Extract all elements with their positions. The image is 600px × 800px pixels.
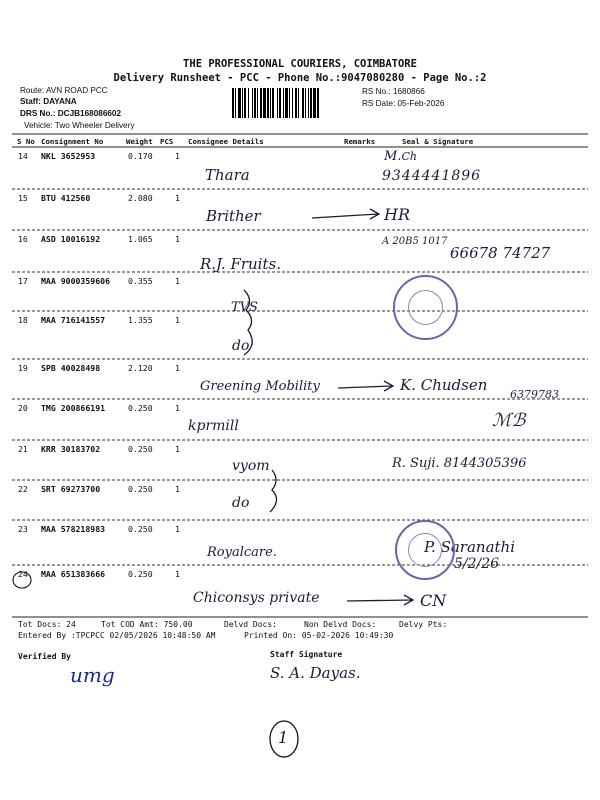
row-weight: 0.250	[128, 524, 153, 534]
row-weight: 2.120	[128, 363, 153, 373]
row-sno: 24	[18, 569, 28, 579]
company-stamp-2-inner	[408, 533, 442, 567]
row-sno: 19	[18, 363, 28, 373]
row-weight: 0.250	[128, 444, 153, 454]
row-weight: 0.355	[128, 276, 153, 286]
row-sno: 14	[18, 151, 28, 161]
row-consignment-no: MAA 9000359606	[41, 276, 111, 286]
row-sno: 18	[18, 315, 28, 325]
verified-signature: umg	[70, 663, 115, 687]
handwriting-row20-consignee: kprmill	[188, 418, 239, 434]
handwriting-row17-consignee: TVS	[231, 300, 258, 315]
drs-value: DCJB168086602	[57, 109, 122, 118]
col-sno: S No	[17, 137, 35, 146]
non-delivered-docs: Non Delvd Docs:	[304, 620, 377, 629]
row-consignment-no: NKL 3652953	[41, 151, 96, 161]
handwriting-row24-seal: CN	[420, 591, 447, 610]
signature-row14-initials: M.Ch	[384, 149, 417, 164]
row-consignment-no: SRT 69273700	[41, 484, 101, 494]
row-sno: 22	[18, 484, 28, 494]
handwriting-row22-consignee: do	[232, 495, 250, 511]
handwriting-row16-consignee: R.J. Fruits.	[200, 255, 281, 273]
row-pcs: 1	[175, 276, 180, 286]
col-consignment: Consignment No	[41, 137, 104, 146]
runsheet-subtitle: Delivery Runsheet - PCC - Phone No.:9047080280 - Page No.:2	[113, 72, 487, 84]
row-weight: 0.250	[128, 569, 153, 579]
page-number-handwritten: 1	[278, 728, 289, 747]
delivered-docs: Delvd Docs:	[224, 620, 277, 629]
handwriting-row21-seal: R. Suji. 8144305396	[392, 456, 527, 471]
row-sno: 21	[18, 444, 28, 454]
row-pcs: 1	[175, 193, 180, 203]
handwriting-row16-seal: 66678 74727	[450, 244, 551, 262]
handwriting-row16-seal-small: A 20B5 1017	[382, 236, 448, 247]
row-weight: 0.170	[128, 151, 153, 161]
delivery-points: Delvy Pts:	[399, 620, 448, 629]
row-pcs: 1	[175, 234, 180, 244]
verified-by-label: Verified By	[18, 652, 71, 661]
col-seal: Seal & Signature	[402, 137, 474, 146]
row-sno: 15	[18, 193, 28, 203]
row-weight: 1.065	[128, 234, 153, 244]
row-sno: 23	[18, 524, 28, 534]
handwriting-row14-phone: 9344441896	[382, 168, 482, 184]
staff-signature: S. A. Dayas.	[270, 664, 361, 682]
row-pcs: 1	[175, 484, 180, 494]
entered-by: Entered By :TPCPCC 02/05/2026 10:48:50 AM	[18, 631, 216, 640]
row-pcs: 1	[175, 363, 180, 373]
printed-on: Printed On: 05-02-2026 10:49:30	[244, 631, 394, 640]
staff-label: Staff: DAYANA	[20, 97, 77, 106]
row-pcs: 1	[175, 403, 180, 413]
row-consignment-no: MAA 716141557	[41, 315, 106, 325]
row-pcs: 1	[175, 315, 180, 325]
row-sno: 20	[18, 403, 28, 413]
company-stamp-1-inner	[408, 290, 443, 325]
row-sno: 17	[18, 276, 28, 286]
handwriting-row15-seal: HR	[384, 205, 410, 224]
col-consignee: Consignee Details	[188, 137, 264, 146]
row-consignment-no: MAA 578218983	[41, 524, 106, 534]
row-weight: 1.355	[128, 315, 153, 325]
signature-row20-scribble: ℳℬ	[492, 410, 526, 431]
row-pcs: 1	[175, 444, 180, 454]
row-sno: 16	[18, 234, 28, 244]
row-weight: 0.250	[128, 484, 153, 494]
row-weight: 0.250	[128, 403, 153, 413]
handwriting-row14-consignee: Thara	[205, 166, 250, 184]
row-consignment-no: MAA 651383666	[41, 569, 106, 579]
row-pcs: 1	[175, 524, 180, 534]
handwriting-row24-consignee: Chiconsys private	[193, 590, 320, 606]
col-weight: Weight	[126, 137, 153, 146]
handwriting-row19-seal: K. Chudsen	[400, 376, 488, 394]
row-consignment-no: ASD 10016192	[41, 234, 101, 244]
rs-date: RS Date: 05-Feb-2026	[362, 99, 445, 108]
total-cod: Tot COD Amt: 750.00	[101, 620, 193, 629]
staff-signature-label: Staff Signature	[270, 650, 343, 659]
row-pcs: 1	[175, 569, 180, 579]
vehicle-label: Vehicle: Two Wheeler Delivery	[24, 121, 135, 130]
col-remarks: Remarks	[344, 137, 376, 146]
company-title: THE PROFESSIONAL COURIERS, COIMBATORE	[183, 58, 417, 70]
row-weight: 2.080	[128, 193, 153, 203]
handwriting-row21-consignee: vyom	[232, 458, 270, 474]
row-consignment-no: BTU 412560	[41, 193, 91, 203]
row-consignment-no: SPB 40028498	[41, 363, 101, 373]
handwriting-row23-consignee: Royalcare.	[207, 545, 277, 560]
handwriting-row15-consignee: Brither	[206, 207, 261, 225]
handwriting-row19-consignee: Greening Mobility	[200, 379, 320, 394]
drs-label: DRS No.:	[20, 109, 56, 118]
row-consignment-no: TMG 200866191	[41, 403, 106, 413]
handwriting-row23-seal: P. Saranathi	[424, 538, 516, 556]
row-consignment-no: KRR 30183702	[41, 444, 101, 454]
handwriting-row18-consignee: do	[232, 338, 250, 354]
handwriting-row19-seal-small: 6379783	[510, 388, 559, 401]
col-pcs: PCS	[160, 137, 174, 146]
route-label: Route: AVN ROAD PCC	[20, 86, 108, 95]
rs-number: RS No.: 1680866	[362, 87, 425, 96]
total-docs: Tot Docs: 24	[18, 620, 76, 629]
row-pcs: 1	[175, 151, 180, 161]
handwriting-row23-seal-date: 5/2/26	[454, 556, 500, 572]
